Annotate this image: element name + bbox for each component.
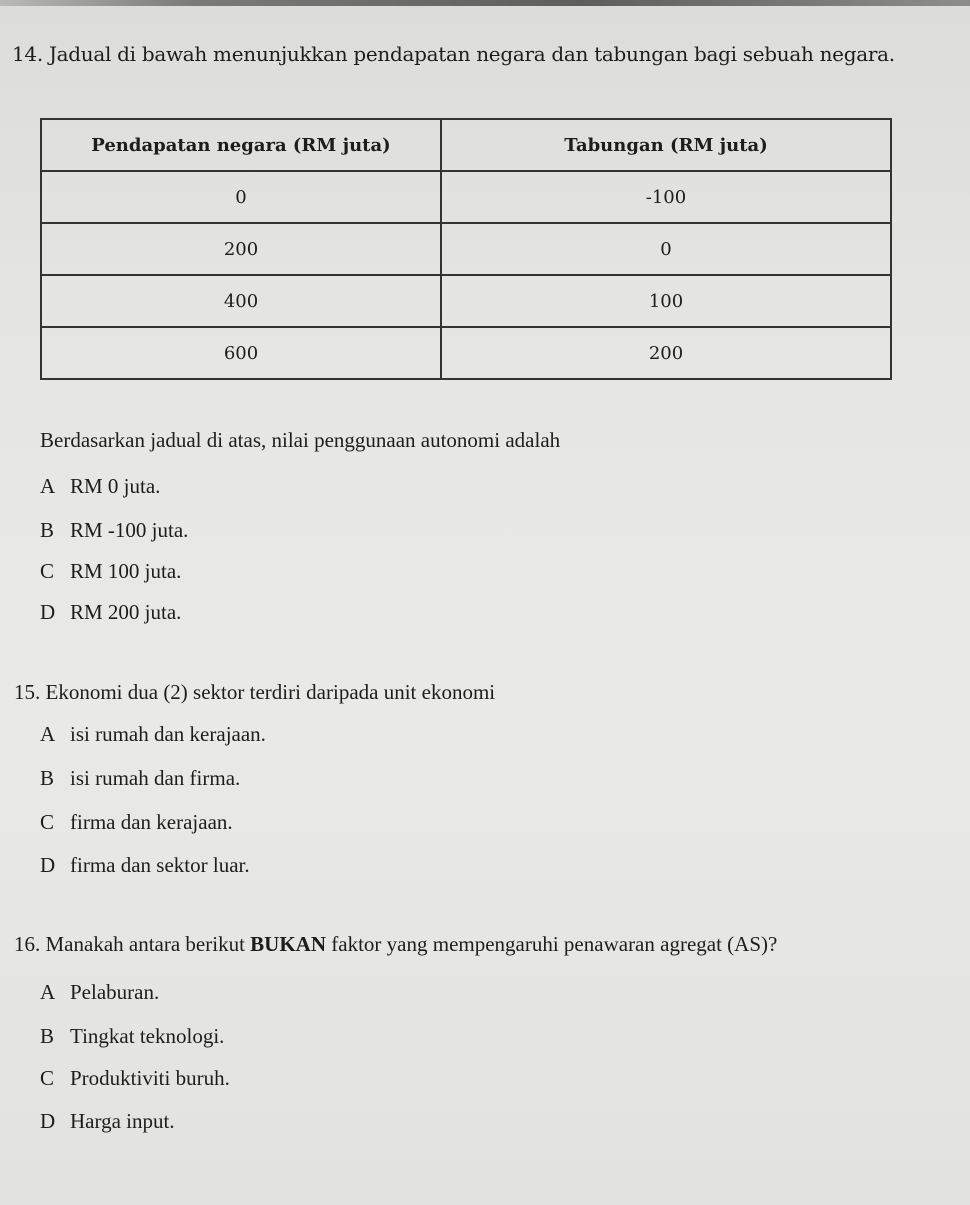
q16-option-b[interactable]: [40, 1024, 224, 1049]
question-16-text-after: faktor yang mempengaruhi penawaran agregat (AS)?: [326, 932, 778, 956]
option-text: firma dan sektor luar.: [70, 853, 250, 877]
question-14-text: 14. Jadual di bawah menunjukkan pendapatan negara dan tabungan bagi sebuah negara.: [12, 42, 895, 66]
option-letter: C: [40, 1066, 55, 1090]
option-letter: D: [40, 600, 56, 624]
table-row: [41, 171, 891, 223]
option-letter: A: [40, 980, 56, 1004]
q14-option-a[interactable]: [40, 474, 160, 499]
table-cell-savings: 100: [441, 275, 891, 327]
q15-option-a[interactable]: [40, 722, 266, 747]
option-letter: A: [40, 722, 56, 746]
header-savings: Tabungan (RM juta): [441, 119, 891, 171]
table-cell-income: 400: [41, 275, 441, 327]
option-letter: B: [40, 1024, 55, 1048]
q16-option-a[interactable]: [40, 980, 159, 1005]
option-text: Harga input.: [70, 1109, 175, 1133]
option-letter: B: [40, 766, 55, 790]
question-15-text: 15. Ekonomi dua (2) sektor terdiri daripada unit ekonomi: [14, 680, 496, 704]
q15-option-d[interactable]: [40, 853, 250, 878]
option-letter: D: [40, 1109, 56, 1133]
option-text: isi rumah dan kerajaan.: [70, 722, 266, 746]
table-cell-income: 0: [41, 171, 441, 223]
q14-option-d[interactable]: [40, 600, 181, 625]
table-cell-income: 200: [41, 223, 441, 275]
table-cell-savings: 0: [441, 223, 891, 275]
option-letter: C: [40, 810, 55, 834]
option-letter: C: [40, 559, 55, 583]
question-16-bold-word: BUKAN: [250, 932, 327, 956]
option-letter: B: [40, 518, 55, 542]
question-14-prompt: Berdasarkan jadual di atas, nilai penggunaan autonomi adalah: [40, 428, 561, 452]
table-cell-savings: 200: [441, 327, 891, 379]
q15-option-b[interactable]: [40, 766, 240, 791]
option-text: Pelaburan.: [70, 980, 160, 1004]
option-text: isi rumah dan firma.: [70, 766, 241, 790]
option-letter: A: [40, 474, 56, 498]
question-16-text: [14, 932, 777, 957]
option-text: RM -100 juta.: [70, 518, 189, 542]
option-text: firma dan kerajaan.: [70, 810, 233, 834]
table-header-row: [41, 119, 891, 171]
option-text: Tingkat teknologi.: [70, 1024, 225, 1048]
q16-option-c[interactable]: [40, 1066, 230, 1091]
table-row: [41, 327, 891, 379]
option-text: Produktiviti buruh.: [70, 1066, 230, 1090]
option-letter: D: [40, 853, 56, 877]
income-savings-table: [40, 118, 892, 380]
option-text: RM 100 juta.: [70, 559, 182, 583]
table-row: [41, 275, 891, 327]
q14-option-c[interactable]: [40, 559, 181, 584]
option-text: RM 200 juta.: [70, 600, 182, 624]
table-cell-savings: -100: [441, 171, 891, 223]
q15-option-c[interactable]: [40, 810, 233, 835]
q16-option-d[interactable]: [40, 1109, 175, 1134]
q14-option-b[interactable]: [40, 518, 188, 543]
option-text: RM 0 juta.: [70, 474, 161, 498]
table-cell-income: 600: [41, 327, 441, 379]
header-national-income: Pendapatan negara (RM juta): [41, 119, 441, 171]
top-edge-line: [0, 0, 970, 6]
table-row: [41, 223, 891, 275]
question-16-text-before: 16. Manakah antara berikut: [14, 932, 251, 956]
